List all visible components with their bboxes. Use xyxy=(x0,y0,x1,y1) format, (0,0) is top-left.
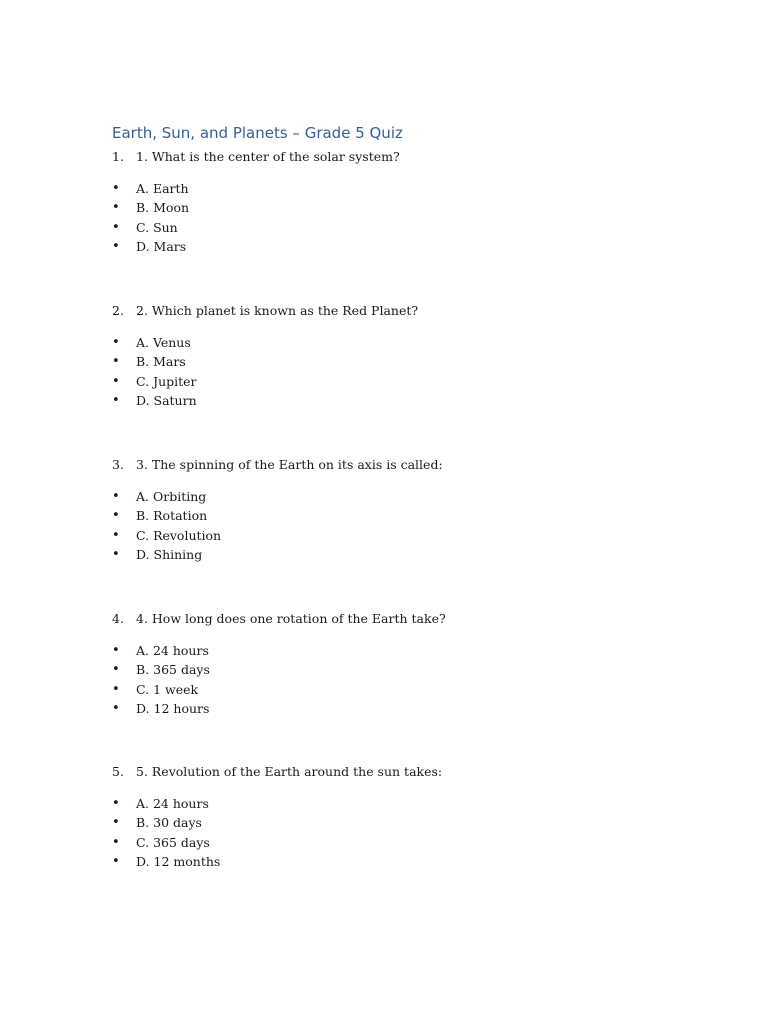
answer-option xyxy=(112,680,672,699)
option-text: A. Earth xyxy=(136,181,189,196)
answer-option xyxy=(112,237,672,256)
answer-option xyxy=(112,333,672,352)
option-text: D. Shining xyxy=(136,546,203,562)
option-text: A. 24 hours xyxy=(136,643,209,658)
bullet-icon: • xyxy=(112,527,120,543)
answer-options xyxy=(112,794,672,871)
answer-option xyxy=(112,813,672,832)
question-5 xyxy=(112,762,672,871)
option-text: C. Jupiter xyxy=(136,373,197,389)
bullet-icon: • xyxy=(112,681,120,697)
bullet-icon: • xyxy=(112,508,120,524)
answer-option xyxy=(112,391,672,410)
answer-option xyxy=(112,852,672,871)
bullet-icon: • xyxy=(112,853,120,869)
bullet-icon: • xyxy=(112,200,120,216)
question-number: 5. xyxy=(112,764,124,779)
question-2 xyxy=(112,301,672,410)
bullet-icon: • xyxy=(112,219,120,235)
answer-option xyxy=(112,641,672,660)
answer-option xyxy=(112,660,672,679)
option-text: B. Mars xyxy=(136,354,186,370)
bullet-icon: • xyxy=(112,700,120,716)
option-text: B. 30 days xyxy=(136,815,202,831)
answer-option xyxy=(112,833,672,852)
question-text: 2. Which planet is known as the Red Planet? xyxy=(136,303,419,318)
option-text: D. Mars xyxy=(136,238,187,254)
answer-options xyxy=(112,641,672,718)
bullet-icon: • xyxy=(112,489,120,504)
quiz-title: Earth, Sun, and Planets – Grade 5 Quiz xyxy=(112,124,403,142)
question-3 xyxy=(112,455,672,564)
answer-option xyxy=(112,218,672,237)
bullet-icon: • xyxy=(112,354,120,370)
option-text: C. Revolution xyxy=(136,527,222,543)
answer-option xyxy=(112,699,672,718)
answer-option xyxy=(112,352,672,371)
option-text: A. Venus xyxy=(136,335,191,350)
option-text: D. Saturn xyxy=(136,392,197,408)
option-text: B. Rotation xyxy=(136,508,208,524)
bullet-icon: • xyxy=(112,643,120,658)
question-text: 4. How long does one rotation of the Earth take? xyxy=(136,611,446,626)
answer-option xyxy=(112,526,672,545)
bullet-icon: • xyxy=(112,392,120,408)
answer-option xyxy=(112,487,672,506)
bullet-icon: • xyxy=(112,834,120,850)
option-text: C. 365 days xyxy=(136,834,210,850)
bullet-icon: • xyxy=(112,335,120,350)
bullet-icon: • xyxy=(112,815,120,831)
answer-option xyxy=(112,179,672,198)
bullet-icon: • xyxy=(112,238,120,254)
question-1 xyxy=(112,147,672,256)
answer-options xyxy=(112,333,672,410)
question-line xyxy=(112,301,672,321)
answer-options xyxy=(112,487,672,564)
option-text: B. 365 days xyxy=(136,662,210,678)
question-line xyxy=(112,455,672,475)
question-text: 5. Revolution of the Earth around the sun takes: xyxy=(136,764,443,779)
bullet-icon: • xyxy=(112,546,120,562)
question-number: 4. xyxy=(112,611,124,626)
answer-option xyxy=(112,794,672,813)
answer-option xyxy=(112,506,672,525)
option-text: A. Orbiting xyxy=(136,489,207,504)
answer-option xyxy=(112,198,672,217)
answer-option xyxy=(112,372,672,391)
option-text: A. 24 hours xyxy=(136,796,209,811)
option-text: B. Moon xyxy=(136,200,190,216)
answer-option xyxy=(112,545,672,564)
question-text: 1. What is the center of the solar system? xyxy=(136,149,400,164)
bullet-icon: • xyxy=(112,796,120,811)
option-text: D. 12 hours xyxy=(136,700,210,716)
option-text: C. 1 week xyxy=(136,681,199,697)
option-text: C. Sun xyxy=(136,219,178,235)
bullet-icon: • xyxy=(112,181,120,196)
bullet-icon: • xyxy=(112,373,120,389)
question-number: 3. xyxy=(112,457,124,472)
question-4 xyxy=(112,609,672,718)
bullet-icon: • xyxy=(112,662,120,678)
question-line xyxy=(112,609,672,629)
question-line xyxy=(112,147,672,167)
question-line xyxy=(112,762,672,782)
question-text: 3. The spinning of the Earth on its axis is called: xyxy=(136,457,443,472)
option-text: D. 12 months xyxy=(136,853,221,869)
question-number: 1. xyxy=(112,149,124,164)
answer-options xyxy=(112,179,672,256)
question-number: 2. xyxy=(112,303,124,318)
